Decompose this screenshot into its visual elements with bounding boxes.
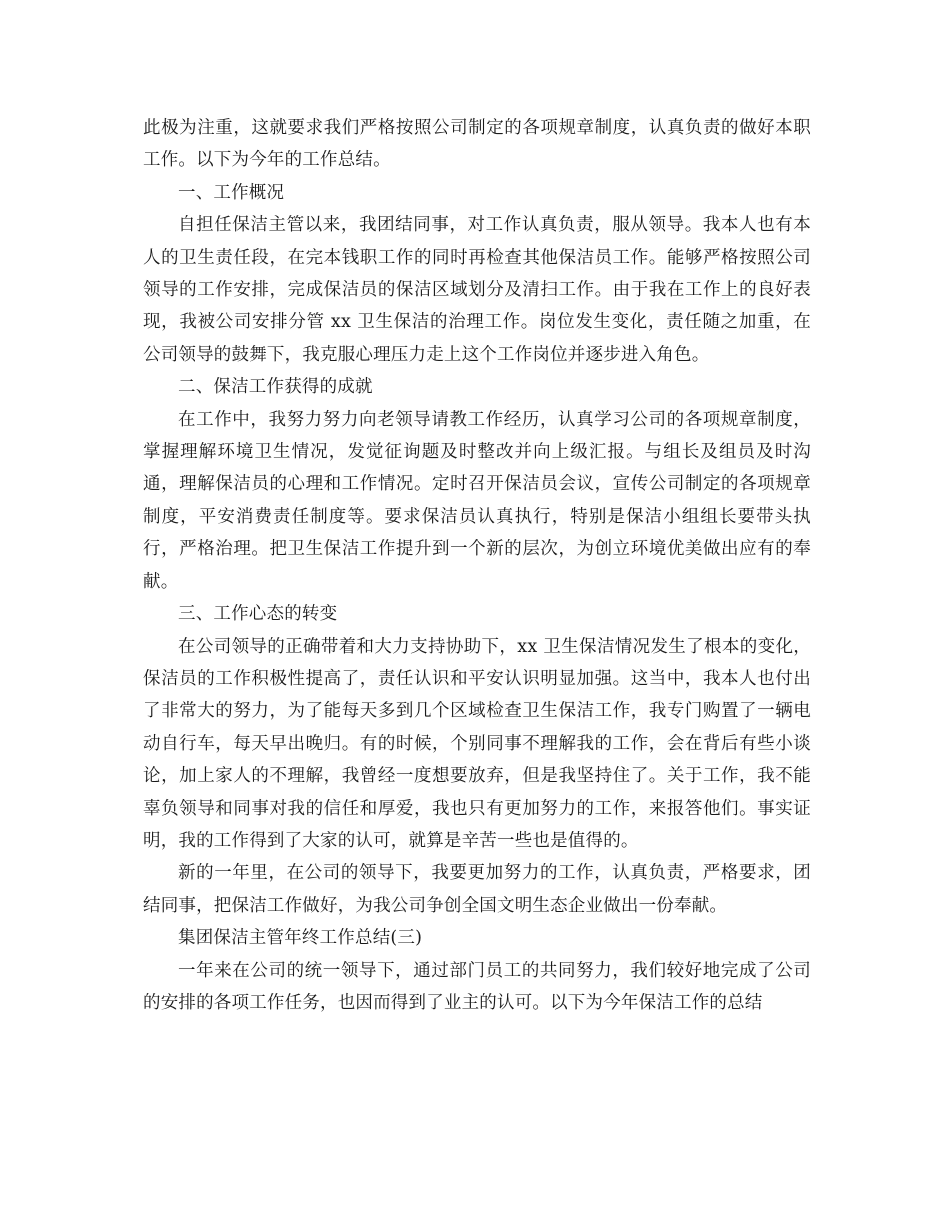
section-heading: 一、工作概况 (178, 182, 285, 203)
paragraph: 自担任保洁主管以来，我团结同事，对工作认真负责，服从领导。我本人也有本人的卫生责任段，在完本钱职工作的同时再检查其他保洁员工作。能够严格按照公司领导的工作安排，完成保洁员的保洁区域划分及清扫工作。由于我在工作上的良好表现，我被公司安排分管 xx 卫生保洁的治理工作。岗位发生变化，责任随之加重，在公司领导的鼓舞下，我克服心理压力走上这个工作岗位并逐步进入角色。 (143, 215, 811, 365)
section-heading: 二、保洁工作获得的成就 (178, 377, 373, 398)
paragraph: 新的一年里，在公司的领导下，我要更加努力的工作，认真负责，严格要求，团结同事，把保洁工作做好，为我公司争创全国文明生态企业做出一份奉献。 (143, 863, 811, 916)
paragraph: 一年来在公司的统一领导下，通过部门员工的共同努力，我们较好地完成了公司的安排的各项工作任务，也因而得到了业主的认可。以下为今年保洁工作的总结 (143, 960, 811, 1013)
paragraph: 在公司领导的正确带着和大力支持协助下，xx 卫生保洁情况发生了根本的变化，保洁员的工作积极性提高了，责任认识和平安认识明显加强。这当中，我本人也付出了非常大的努力，为了能每天多到几个区域检查卫生保洁工作，我专门购置了一辆电动自行车，每天早出晚归。有的时候，个别同事不理解我的工作，会在背后有些小谈论，加上家人的不理解，我曾经一度想要放弃，但是我坚持住了。关于工作，我不能辜负领导和同事对我的信任和厚爱，我也只有更加努力的工作，来报答他们。事实证明，我的工作得到了大家的认可，就算是辛苦一些也是值得的。 (143, 636, 811, 851)
paragraph: 此极为注重，这就要求我们严格按照公司制定的各项规章制度，认真负责的做好本职工作。以下为今年的工作总结。 (143, 118, 811, 171)
paragraph: 在工作中，我努力努力向老领导请教工作经历，认真学习公司的各项规章制度，掌握理解环境卫生情况，发觉征询题及时整改并向上级汇报。与组长及组员及时沟通，理解保洁员的心理和工作情况。定时召开保洁员会议，宣传公司制定的各项规章制度，平安消费责任制度等。要求保洁员认真执行，特别是保洁小组组长要带头执行，严格治理。把卫生保洁工作提升到一个新的层次，为创立环境优美做出应有的奉献。 (143, 409, 811, 592)
document-title: 集团保洁主管年终工作总结(三) (178, 928, 423, 949)
document-body (143, 112, 811, 1019)
section-heading: 三、工作心态的转变 (178, 604, 338, 625)
